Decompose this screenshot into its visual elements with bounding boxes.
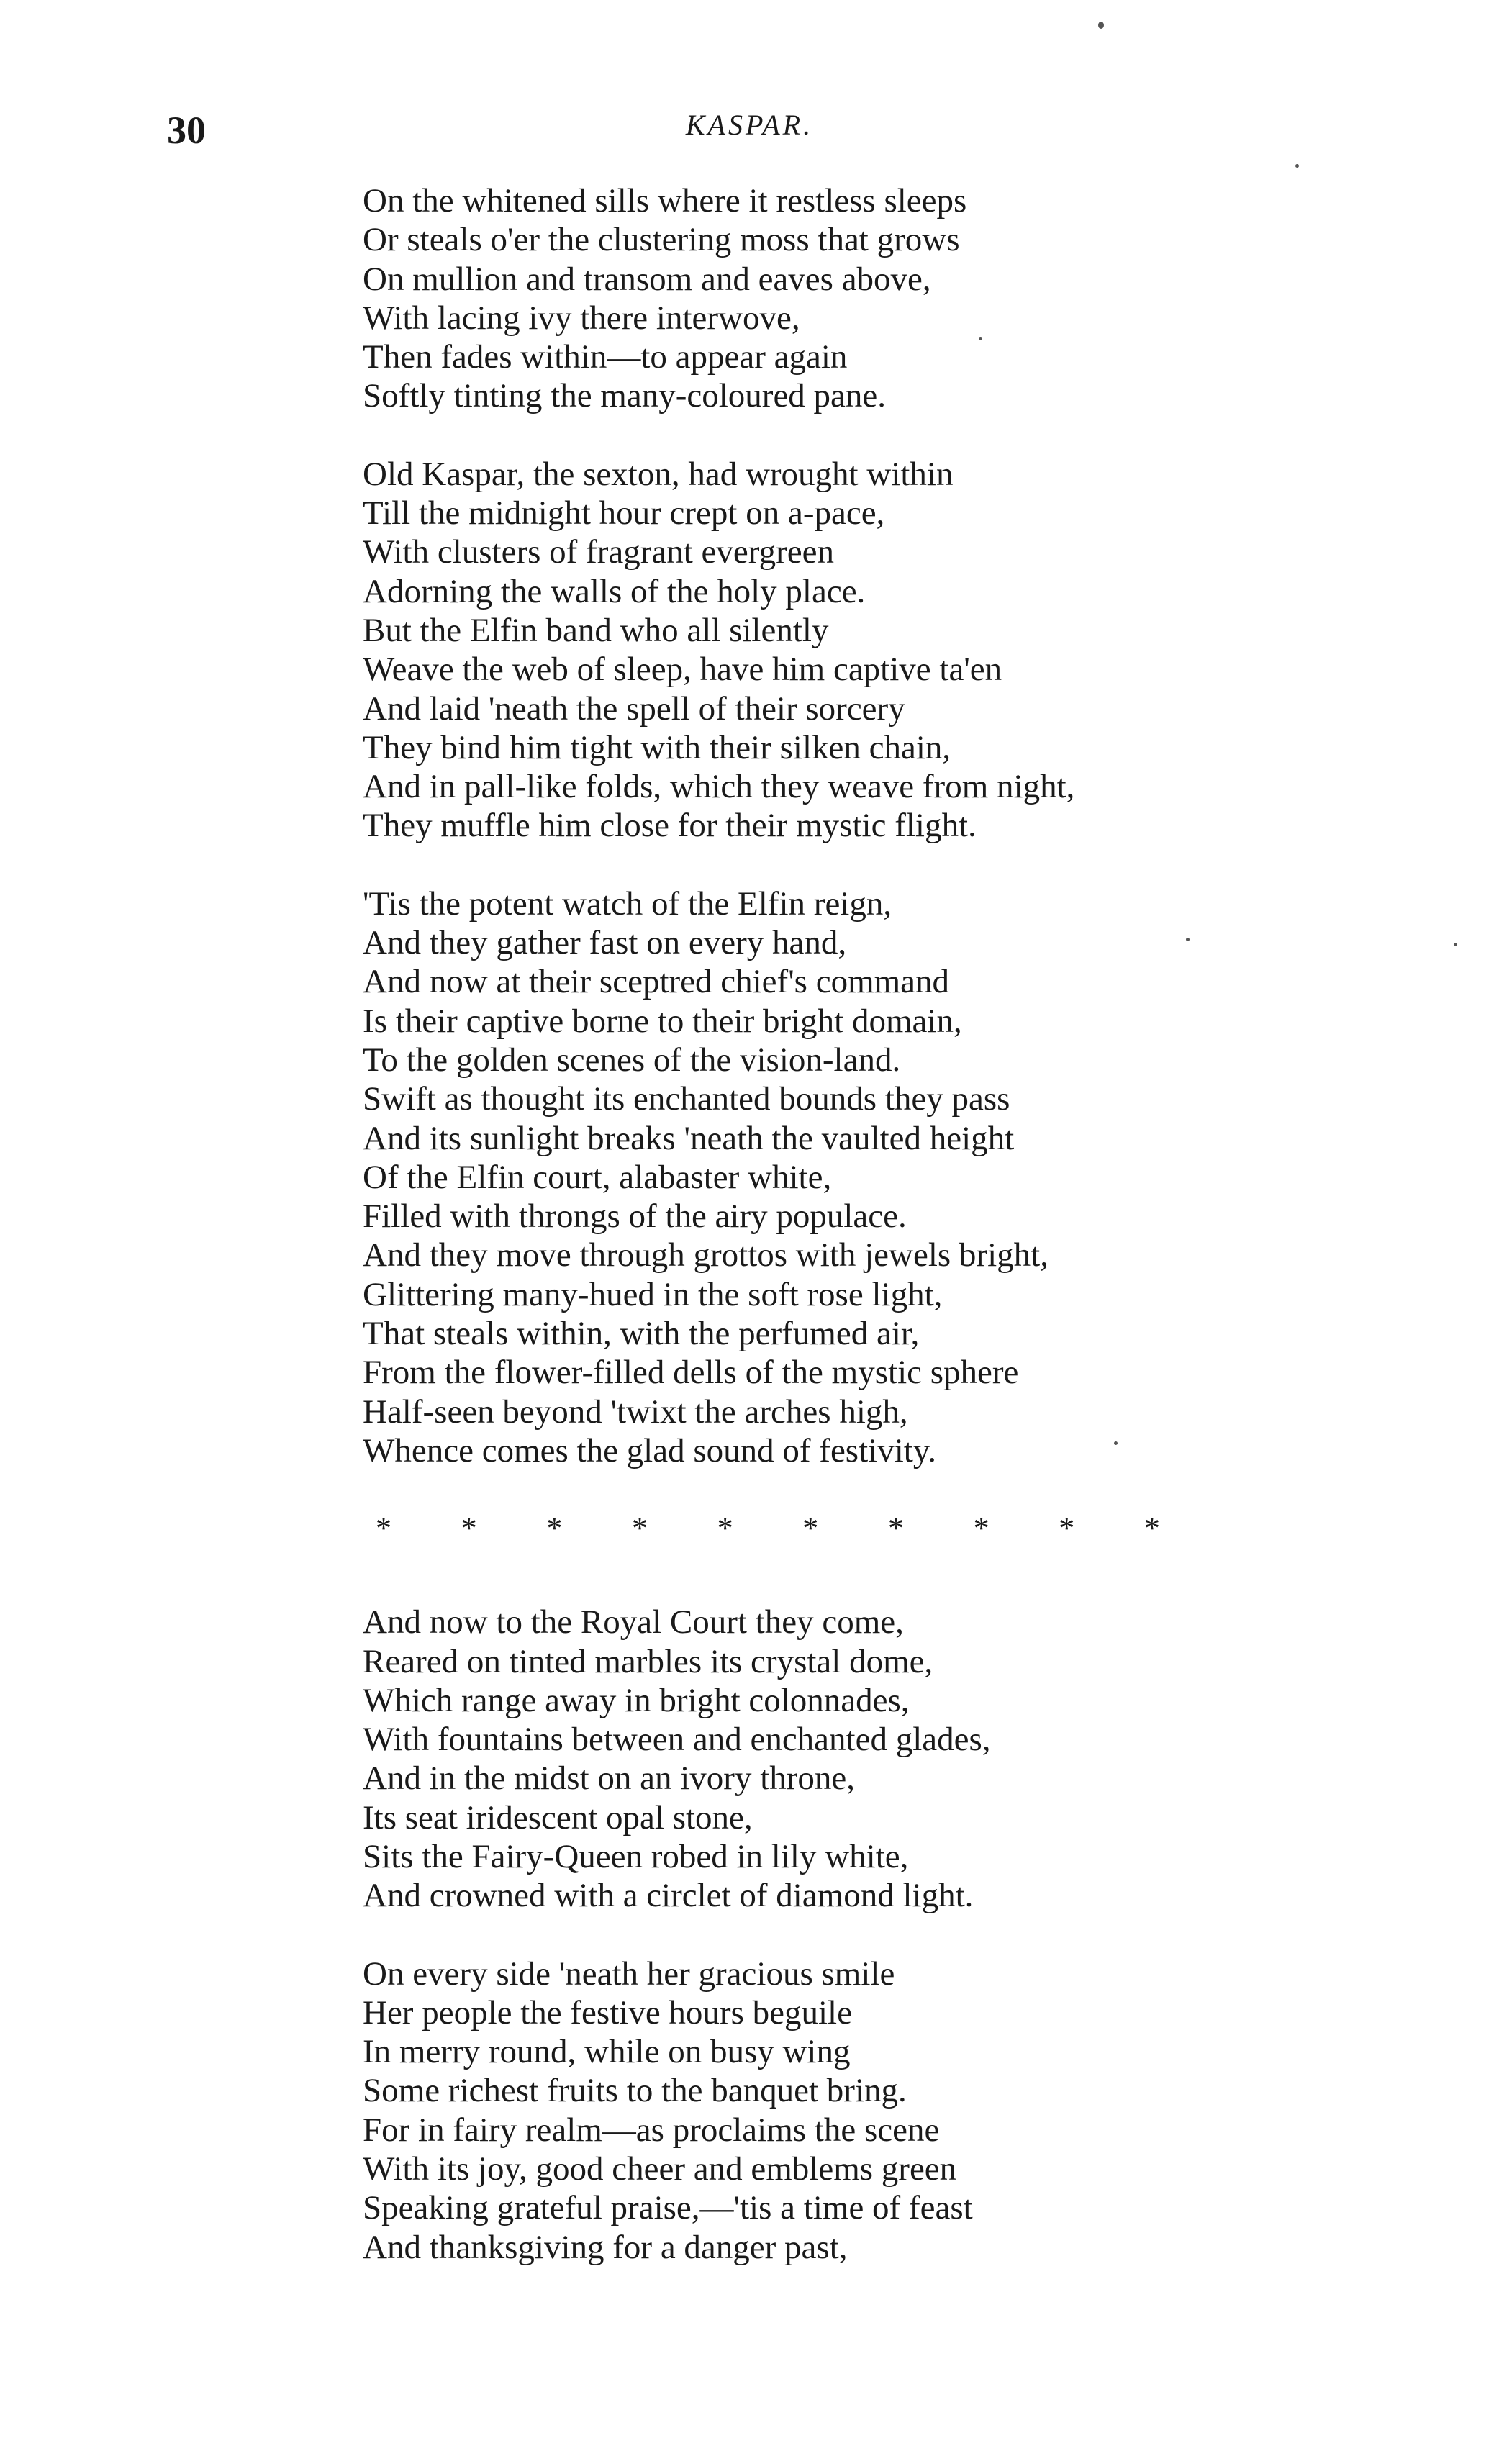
stanza	[363, 455, 1284, 846]
verse-line: With clusters of fragrant evergreen	[363, 533, 834, 571]
asterisk: *	[1144, 1510, 1160, 1546]
verse-line: Swift as thought its enchanted bounds they pass	[363, 1080, 1010, 1118]
verse-line: Adorning the walls of the holy place.	[363, 572, 866, 610]
verse-line: Or steals o'er the clustering moss that grows	[363, 221, 960, 259]
verse-line: And they gather fast on every hand,	[363, 924, 847, 962]
stanza	[363, 1603, 1284, 1915]
section-break-asterisks	[376, 1509, 1160, 1548]
verse-line: For in fairy realm—as proclaims the scene	[363, 2111, 940, 2149]
verse-line: In merry round, while on busy wing	[363, 2033, 851, 2071]
verse-line: With fountains between and enchanted glades,	[363, 1721, 991, 1759]
stanzas-after-break	[363, 1603, 1284, 2267]
asterisk: *	[461, 1510, 477, 1546]
verse-line: Is their captive borne to their bright domain,	[363, 1002, 962, 1040]
asterisk: *	[546, 1510, 563, 1546]
verse-line: Of the Elfin court, alabaster white,	[363, 1158, 832, 1196]
print-speck	[1295, 164, 1299, 168]
verse-line: Some richest fruits to the banquet bring.	[363, 2072, 907, 2110]
verse-line: And thanksgiving for a danger past,	[363, 2228, 848, 2266]
verse-line: Sits the Fairy-Queen robed in lily white,	[363, 1837, 909, 1875]
stanza	[363, 884, 1284, 1470]
running-head: KASPAR.	[685, 109, 814, 141]
verse-line: Which range away in bright colonnades,	[363, 1681, 910, 1719]
verse-line: Softly tinting the many-coloured pane.	[363, 377, 887, 415]
verse-line: And in the midst on an ivory throne,	[363, 1759, 856, 1798]
verse-line: And they move through grottos with jewels bright,	[363, 1236, 1049, 1274]
verse-line: Old Kaspar, the sexton, had wrought within	[363, 455, 954, 493]
verse-line: Its seat iridescent opal stone,	[363, 1798, 753, 1836]
asterisk: *	[887, 1510, 904, 1546]
print-speck	[1098, 22, 1104, 29]
page-number: 30	[167, 109, 206, 152]
asterisk: *	[376, 1510, 391, 1546]
verse-line: And now to the Royal Court they come,	[363, 1603, 904, 1641]
stanzas-before-break	[363, 181, 1284, 1470]
verse-line: And laid 'neath the spell of their sorcery	[363, 689, 905, 728]
verse-line: And in pall-like folds, which they weave from night,	[363, 768, 1075, 806]
verse-line: They bind him tight with their silken chain,	[363, 728, 951, 766]
verse-line: They muffle him close for their mystic flight.	[363, 807, 977, 845]
verse-line: Then fades within—to appear again	[363, 338, 848, 376]
verse-line: But the Elfin band who all silently	[363, 611, 829, 649]
verse-line: On the whitened sills where it restless sleeps	[363, 182, 967, 219]
verse-line: Glittering many-hued in the soft rose light,	[363, 1275, 943, 1313]
print-speck	[979, 337, 982, 340]
verse-line: With lacing ivy there interwove,	[363, 299, 800, 337]
verse-line: Half-seen beyond 'twixt the arches high,	[363, 1392, 908, 1431]
print-speck	[1454, 943, 1457, 946]
asterisk: *	[802, 1510, 819, 1546]
stanza	[363, 181, 1284, 416]
verse-line: Weave the web of sleep, have him captive ta'en	[363, 651, 1002, 689]
asterisk: *	[1059, 1510, 1075, 1546]
verse-line: Filled with throngs of the airy populace.	[363, 1197, 907, 1236]
verse-line: With its joy, good cheer and emblems green	[363, 2150, 957, 2188]
verse-line: 'Tis the potent watch of the Elfin reign,	[363, 884, 892, 923]
asterisk: *	[717, 1510, 733, 1546]
verse-line: That steals within, with the perfumed air,	[363, 1315, 920, 1353]
verse-line: And now at their sceptred chief's command	[363, 963, 950, 1001]
verse-line: And its sunlight breaks 'neath the vaulted height	[363, 1119, 1015, 1157]
verse-line: Reared on tinted marbles its crystal dome,	[363, 1642, 933, 1680]
verse-line: From the flower-filled dells of the mystic sphere	[363, 1354, 1019, 1392]
verse-line: To the golden scenes of the vision-land.	[363, 1041, 901, 1079]
asterisk: *	[973, 1510, 989, 1546]
poem-body	[363, 181, 1284, 2306]
verse-line: Till the midnight hour crept on a-pace,	[363, 494, 885, 533]
stanza	[363, 1955, 1284, 2267]
asterisk: *	[631, 1510, 648, 1546]
verse-line: Whence comes the glad sound of festivity.	[363, 1431, 937, 1469]
verse-line: On mullion and transom and eaves above,	[363, 260, 931, 298]
verse-line: Her people the festive hours beguile	[363, 1993, 852, 2032]
verse-line: And crowned with a circlet of diamond light.	[363, 1877, 974, 1915]
print-speck	[1114, 1441, 1118, 1445]
print-speck	[1186, 938, 1190, 941]
verse-line: On every side 'neath her gracious smile	[363, 1955, 895, 1993]
verse-line: Speaking grateful praise,—'tis a time of feast	[363, 2189, 973, 2227]
